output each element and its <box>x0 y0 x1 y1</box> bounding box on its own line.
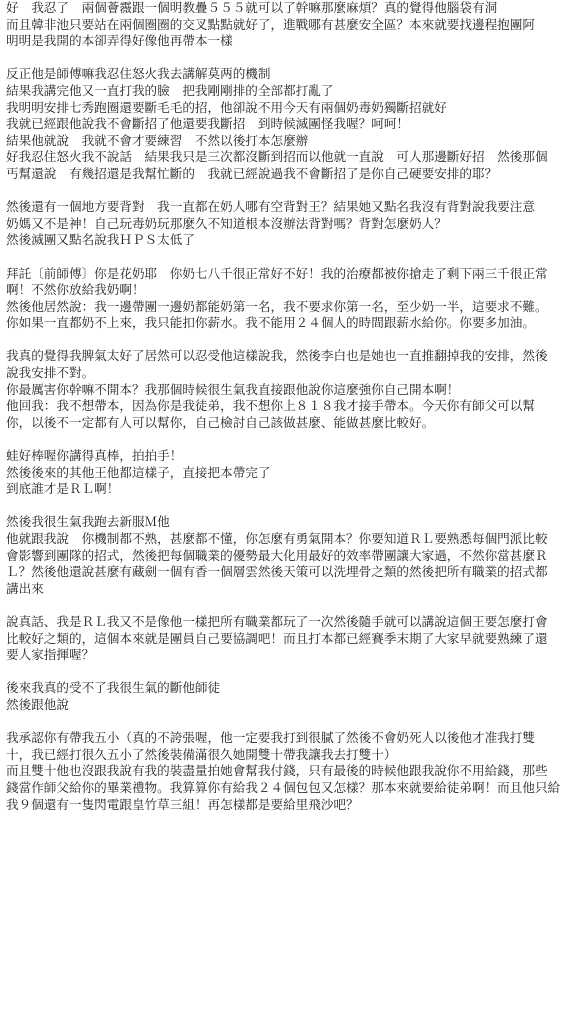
text-line: 蛙好棒喔你講得真棒，拍拍手！ <box>6 448 183 464</box>
text-line: 你如果一直都奶不上來，我只能扣你薪水。我不能用２４個人的時間跟薪水給你。你要多加油。 <box>6 315 535 331</box>
post-body <box>6 0 572 830</box>
text-line: 說我安排不對。 <box>6 365 95 381</box>
text-line: 拜託〔前師傅〕你是花奶耶 你奶七八千很正常好不好！我的治療都被你搶走了剩下兩三千很正常 <box>6 265 548 281</box>
text-line: 後來我真的受不了我很生氣的斷他師徒 <box>6 680 221 696</box>
text-line: 他就跟我說 你機制都不熟，甚麼都不懂，你怎麼有勇氣開本？你要知道ＲＬ要熟悉每個門派比較 <box>6 531 548 546</box>
text-line: 然後後來的其他王他都這樣子，直接把本帶完了 <box>6 464 271 480</box>
text-line: 講出來 <box>6 580 44 596</box>
text-line: 結果他就說 我就不會才要練習 不然以後打本怎麼辦 <box>6 132 309 148</box>
paragraph <box>6 0 572 50</box>
text-line: 而且雙十他也沒跟我說有我的裝盡量拍她會幫我付錢，只有最後的時候他跟我說你不用給錢，那些 <box>6 763 548 779</box>
text-line: 我就已經跟他說我不會斷招了他還要我斷招 到時候滅團怪我喔？呵呵！ <box>6 116 409 132</box>
text-line: 你，以後不一定都有人可以幫你，自己檢討自己該做甚麼、能做甚麼比較好。 <box>6 414 435 430</box>
text-line: 到底誰才是ＲＬ啊！ <box>6 481 120 497</box>
paragraph <box>6 514 572 597</box>
text-line: 我真的覺得我脾氣太好了居然可以忍受他這樣說我，然後李白也是她也一直推翻掉我的安排，然後 <box>6 348 548 364</box>
paragraph <box>6 266 572 332</box>
text-line: 丐幫還說 有幾招還是我幫忙斷的 我就已經說過我不會斷招了是你自己硬要安排的耶？ <box>6 165 498 181</box>
text-line: Ｌ？然後他還說甚麼有藏劍一個有香一個層雲然後天策可以洗埋骨之類的然後把所有職業的招式都 <box>6 564 548 580</box>
text-line: 然後跟他說 <box>6 696 69 712</box>
text-line: 十，我已經打很久五小了然後裝備滿很久她開雙十帶我讓我去打雙十） <box>6 746 397 762</box>
text-line: 好我忍住怒火我不說話 結果我只是三次都沒斷到招而以他就一直說 可人那邊斷好招 然後那個 <box>6 149 548 165</box>
paragraph <box>6 66 572 182</box>
text-line: 他回我：我不想帶本，因為你是我徒弟，我不想你上８１８我才接手帶本。今天你有師父可以幫 <box>6 398 535 414</box>
text-line: 反正他是師傅嘛我忍住怒火我去講解莫两的機制 <box>6 66 271 82</box>
text-line: 然後還有一個地方要背對 我一直都在奶人哪有空背對王？結果她又點名我沒有背對說我要注意 <box>6 199 535 215</box>
text-line: 你最厲害你幹嘛不開本？我那個時候很生氣我直接跟他說你這麼強你自己開本啊！ <box>6 381 460 397</box>
text-line: 好 我忍了 兩個薈霺跟一個明教疊５５５就可以了幹嘛那麼麻煩？真的覺得他腦袋有洞 <box>6 0 498 15</box>
text-line: 會影響到團隊的招式，然後把每個職業的優勢最大化用最好的效率帶團讓大家過，不然你當甚麼Ｒ <box>6 547 548 563</box>
text-line: 明明是我開的本卻弄得好像他再帶本一樣 <box>6 33 233 49</box>
paragraph <box>6 614 572 664</box>
text-line: 我９個還有一隻閃電跟皇竹草三組！再怎樣都是要給里飛沙吧？ <box>6 796 359 812</box>
text-line: 錢當作師父給你的畢業禮物。我算算你有給我２４個包包又怎樣？那本來就要給徒弟啊！而且他只給 <box>6 779 561 795</box>
text-line: 而且韓非池只要站在兩個圈圈的交叉點點就好了，進戰哪有甚麼安全區？本來就要找邊程抱團阿 <box>6 16 535 32</box>
text-line: 說真話、我是ＲＬ我又不是像他一樣把所有職業都玩了一次然後隨手就可以講說這個王要怎麼打會 <box>6 613 548 629</box>
paragraph <box>6 680 572 713</box>
text-line: 比較好之類的，這個本來就是團員自己要協調吧！而且打本都已經賽季末期了大家早就要熟練了還 <box>6 630 548 646</box>
text-line: 我明明安排七秀跑圈還要斷毛毛的招，他卻說不用今天有兩個奶毒奶獨斷招就好 <box>6 99 447 115</box>
text-line: 奶媽又不是神！自己玩毒奶玩那麼久不知道根本沒辦法背對嗎？背對怎麼奶人？ <box>6 215 447 231</box>
paragraph <box>6 348 572 431</box>
text-line: 然後他居然說：我一邊帶團一邊奶都能奶第一名，我不要求你第一名，至少奶一半，這要求不難。 <box>6 298 548 314</box>
text-line: 我承認你有帶我五小（真的不誇張喔，他一定要我打到很膩了然後不會奶死人以後他才准我打雙 <box>6 730 535 746</box>
text-line: 然後滅團又點名說我ＨＰＳ太低了 <box>6 232 195 248</box>
text-line: 啊！不然你放給我奶啊！ <box>6 282 145 298</box>
text-line: 要人家指揮喔？ <box>6 647 95 663</box>
paragraph <box>6 730 572 813</box>
text-line: 結果我講完他又一直打我的臉 把我剛剛排的全部都打亂了 <box>6 82 334 98</box>
paragraph <box>6 448 572 498</box>
text-line: 然後我很生氣我跑去新服Ｍ他 <box>6 514 170 530</box>
paragraph <box>6 199 572 249</box>
